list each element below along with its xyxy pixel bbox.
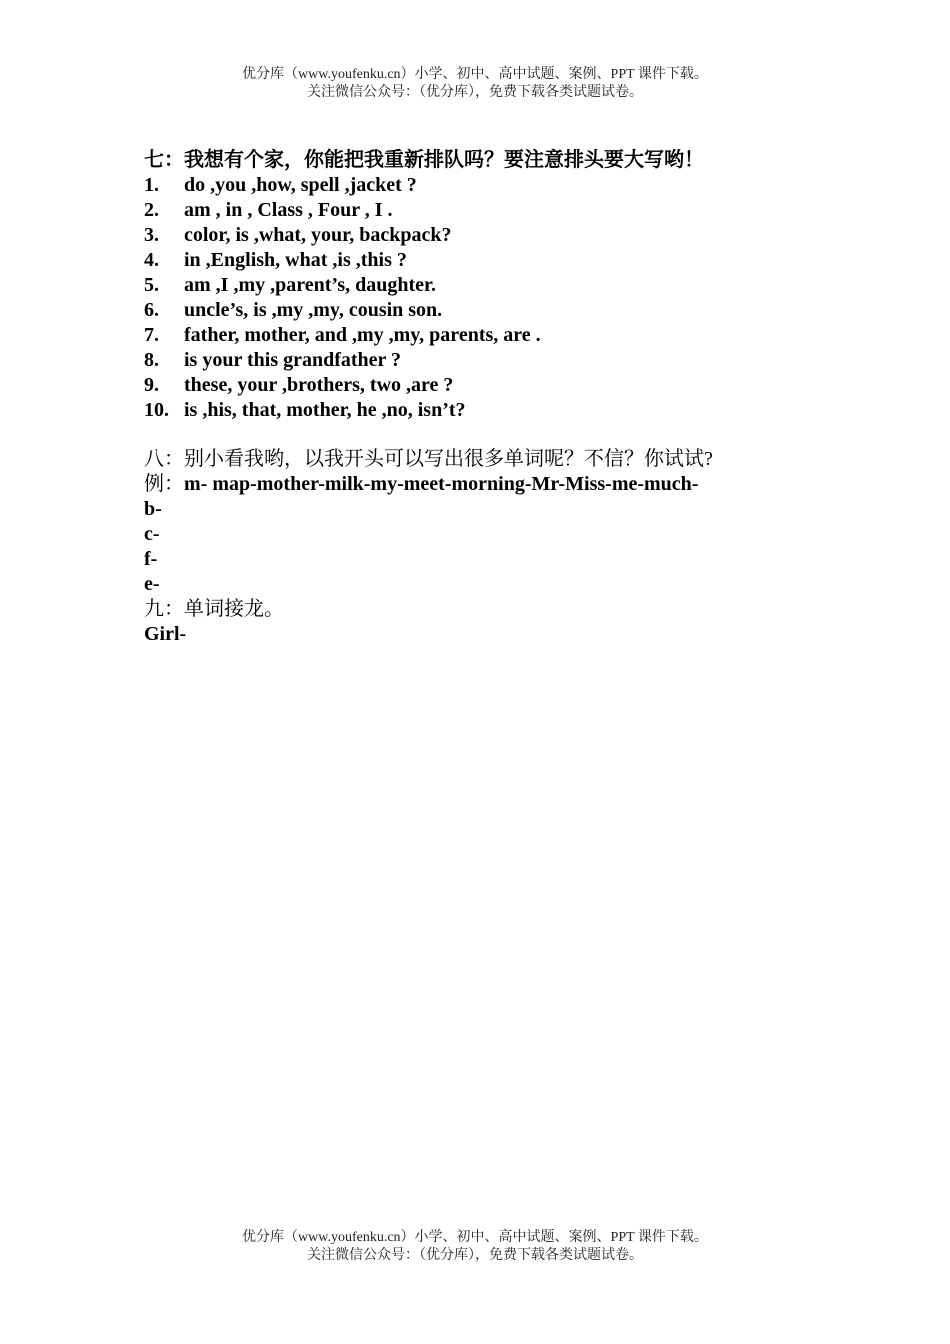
item-text: color, is ,what, your, backpack? bbox=[184, 224, 452, 246]
section-7-item-1 bbox=[144, 173, 844, 198]
section-7-item-9 bbox=[144, 373, 844, 398]
item-text: these, your ,brothers, two ,are ? bbox=[184, 374, 454, 396]
item-number: 3. bbox=[144, 224, 159, 246]
header-line-1: 优分库（www.youfenku.cn）小学、初中、高中试题、案例、PPT 课件下载。 bbox=[242, 67, 708, 82]
item-text: do ,you ,how, spell ,jacket ? bbox=[184, 174, 417, 196]
item-number: 5. bbox=[144, 274, 159, 296]
section-7-item-2 bbox=[144, 198, 844, 223]
item-number: 8. bbox=[144, 349, 159, 371]
item-number: 7. bbox=[144, 324, 159, 346]
page-header bbox=[0, 66, 950, 102]
letter-prompt-f: f- bbox=[144, 548, 158, 570]
item-number: 1. bbox=[144, 174, 159, 196]
word-chain-start: Girl- bbox=[144, 623, 187, 645]
section-7-title: 七：我想有个家，你能把我重新排队吗？要注意排头要大写哟！ bbox=[144, 149, 704, 171]
letter-prompt-c: c- bbox=[144, 523, 160, 545]
section-7-item-6 bbox=[144, 298, 844, 323]
item-text: uncle’s, is ,my ,my, cousin son. bbox=[184, 299, 443, 321]
item-text: am , in , Class , Four , I . bbox=[184, 199, 393, 221]
item-text: in ,English, what ,is ,this ? bbox=[184, 249, 407, 271]
section-7-item-10 bbox=[144, 398, 844, 423]
item-number: 10. bbox=[144, 399, 169, 421]
item-text: am ,I ,my ,parent’s, daughter. bbox=[184, 274, 437, 296]
section-7-item-5 bbox=[144, 273, 844, 298]
example-text: m- map-mother-milk-my-meet-morning-Mr-Miss-me-much- bbox=[184, 473, 699, 495]
section-9-title: 九：单词接龙。 bbox=[144, 598, 284, 620]
item-number: 2. bbox=[144, 199, 159, 221]
section-8-title: 八：别小看我哟，以我开头可以写出很多单词呢？不信？你试试? bbox=[144, 448, 713, 470]
section-7-item-8 bbox=[144, 348, 844, 373]
header-line-2: 关注微信公众号：（优分库），免费下载各类试题试卷。 bbox=[307, 85, 643, 100]
worksheet-content bbox=[144, 148, 844, 647]
section-7-item-3 bbox=[144, 223, 844, 248]
item-text: father, mother, and ,my ,my, parents, are . bbox=[184, 324, 541, 346]
example-label: 例： bbox=[144, 473, 184, 495]
section-8-example bbox=[144, 472, 844, 497]
letter-prompt-b: b- bbox=[144, 498, 162, 520]
item-text: is your this grandfather ? bbox=[184, 349, 402, 371]
letter-prompt-e: e- bbox=[144, 573, 160, 595]
item-text: is ,his, that, mother, he ,no, isn’t? bbox=[184, 399, 466, 421]
section-7-item-4 bbox=[144, 248, 844, 273]
item-number: 4. bbox=[144, 249, 159, 271]
section-spacer bbox=[144, 423, 844, 447]
item-number: 9. bbox=[144, 374, 159, 396]
page-footer bbox=[0, 1229, 950, 1265]
footer-line-2: 关注微信公众号：（优分库），免费下载各类试题试卷。 bbox=[307, 1248, 643, 1263]
item-number: 6. bbox=[144, 299, 159, 321]
footer-line-1: 优分库（www.youfenku.cn）小学、初中、高中试题、案例、PPT 课件下载。 bbox=[242, 1230, 708, 1245]
section-7-item-7 bbox=[144, 323, 844, 348]
